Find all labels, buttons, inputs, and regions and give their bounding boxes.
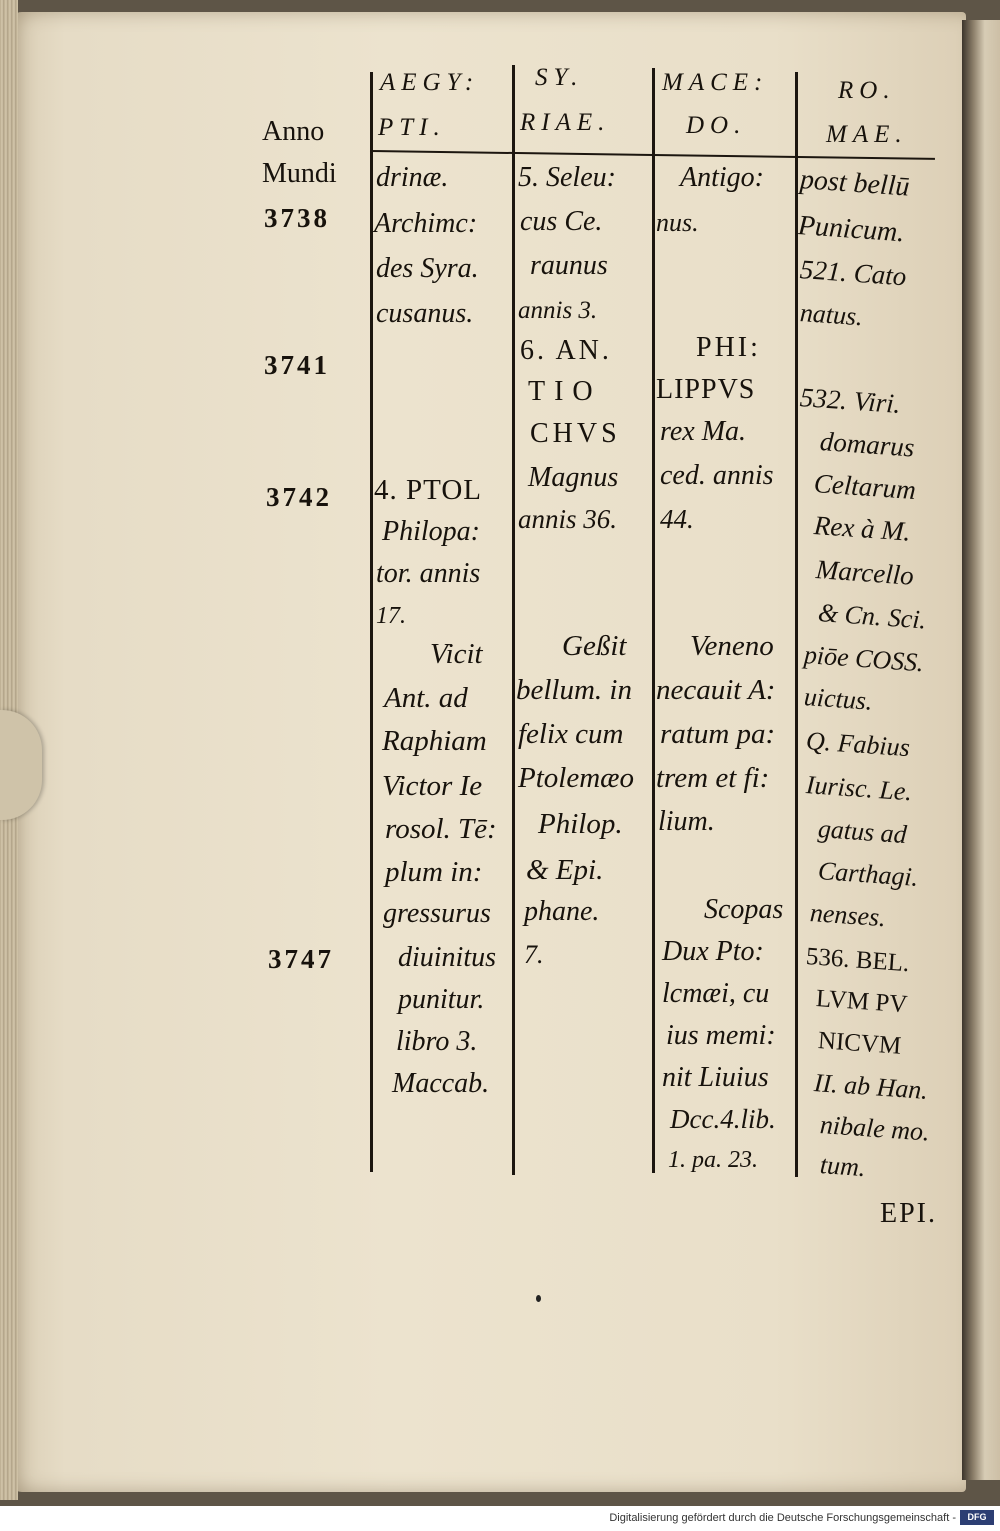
romae-line: natus. bbox=[799, 298, 864, 332]
romae-line: Q. Fabius bbox=[805, 726, 911, 763]
year-3742: 3742 bbox=[266, 482, 332, 512]
aegypti-line: plum in: bbox=[385, 856, 483, 888]
aegypti-line: 17. bbox=[376, 603, 406, 629]
syriae-line: 7. bbox=[524, 940, 544, 969]
aegypti-line: Raphiam bbox=[382, 725, 487, 757]
column-rule-2 bbox=[512, 65, 515, 1175]
column-rule-1 bbox=[370, 72, 373, 1172]
aegypti-line: 4. PTOL bbox=[374, 474, 482, 506]
macedo-line: lcmæi, cu bbox=[662, 978, 770, 1009]
romae-line: Carthagi. bbox=[817, 856, 920, 892]
macedo-line: Veneno bbox=[690, 630, 774, 662]
romae-line: 532. Viri. bbox=[798, 382, 902, 419]
romae-line: tum. bbox=[819, 1150, 867, 1183]
header-macedo-2: DO. bbox=[686, 112, 747, 139]
aegypti-line: Vicit bbox=[430, 638, 483, 670]
year-3741: 3741 bbox=[264, 350, 330, 380]
romae-line: nenses. bbox=[809, 898, 887, 933]
syriae-line: 6. AN. bbox=[520, 335, 612, 366]
syriae-line: annis 36. bbox=[518, 504, 618, 534]
macedo-line: nus. bbox=[656, 208, 699, 237]
year-3747: 3747 bbox=[268, 944, 334, 974]
syriae-line: Philop. bbox=[538, 808, 623, 840]
syriae-line: 5. Seleu: bbox=[518, 162, 616, 193]
macedo-line: Scopas bbox=[704, 894, 784, 925]
syriae-line: & Epi. bbox=[526, 854, 604, 886]
macedo-line: PHI: bbox=[696, 332, 761, 363]
header-romae-2: MAE. bbox=[826, 121, 908, 148]
aegypti-line: Philopa: bbox=[382, 516, 480, 547]
macedo-line: lium. bbox=[658, 806, 715, 837]
header-mundi: Mundi bbox=[262, 158, 337, 189]
romae-line: 521. Cato bbox=[798, 254, 908, 292]
aegypti-line: punitur. bbox=[398, 984, 485, 1015]
aegypti-line: des Syra. bbox=[376, 253, 479, 284]
header-romae-1: RO. bbox=[838, 77, 896, 104]
dfg-logo-icon: DFG bbox=[960, 1510, 994, 1525]
header-macedo-1: MACE: bbox=[662, 69, 769, 96]
aegypti-line: cusanus. bbox=[376, 298, 474, 329]
syriae-line: Geßit bbox=[562, 630, 627, 662]
romae-line: post bellū bbox=[798, 164, 911, 203]
macedo-line: trem et fi: bbox=[656, 762, 770, 794]
aegypti-line: Ant. ad bbox=[384, 682, 468, 714]
macedo-line: 44. bbox=[660, 504, 694, 534]
romae-line: uictus. bbox=[803, 682, 874, 716]
footer-bar bbox=[0, 1506, 1000, 1531]
macedo-line: ius memi: bbox=[666, 1020, 776, 1051]
aegypti-line: diuinitus bbox=[398, 942, 497, 973]
header-anno: Anno bbox=[262, 116, 325, 147]
syriae-line: raunus bbox=[530, 250, 608, 281]
syriae-line: phane. bbox=[524, 896, 600, 927]
header-aegypti-2: PTI. bbox=[378, 114, 446, 141]
macedo-line: LIPPVS bbox=[656, 374, 756, 405]
aegypti-line: Victor Ie bbox=[382, 770, 483, 802]
romae-line: & Cn. Sci. bbox=[817, 598, 928, 635]
macedo-line: Dcc.4.lib. bbox=[670, 1104, 776, 1134]
aegypti-line: Archimc: bbox=[374, 208, 478, 239]
macedo-line: Antigo: bbox=[680, 162, 764, 193]
romae-line: Marcello bbox=[814, 554, 915, 591]
syriae-line: CHVS bbox=[530, 418, 621, 449]
ink-speck bbox=[536, 1295, 541, 1302]
romae-line: Celtarum bbox=[812, 468, 917, 506]
header-aegypti-1: AEGY: bbox=[380, 69, 480, 96]
romae-line: LVM PV bbox=[815, 985, 909, 1019]
aegypti-line: gressurus bbox=[383, 898, 491, 929]
header-syriae-2: RIAE. bbox=[520, 109, 611, 136]
romae-line: II. ab Han. bbox=[813, 1068, 929, 1105]
syriae-line: cus Ce. bbox=[520, 206, 603, 237]
syriae-line: bellum. in bbox=[516, 674, 632, 706]
syriae-line: Magnus bbox=[528, 462, 619, 493]
aegypti-line: Maccab. bbox=[392, 1068, 490, 1099]
footer-credit: Digitalisierung gefördert durch die Deutsche Forschungsgemeinschaft - bbox=[609, 1512, 956, 1524]
syriae-line: Ptolemæo bbox=[518, 762, 634, 794]
column-rule-3 bbox=[652, 68, 655, 1173]
romae-line: piōe COSS. bbox=[803, 640, 925, 678]
romae-line: Punicum. bbox=[796, 210, 906, 249]
romae-line: Rex à M. bbox=[812, 510, 912, 547]
macedo-line: nit Liuius bbox=[662, 1062, 769, 1093]
macedo-line: rex Ma. bbox=[660, 416, 747, 447]
romae-line: Iurisc. Le. bbox=[805, 770, 913, 807]
macedo-line: 1. pa. 23. bbox=[668, 1147, 758, 1173]
aegypti-line: tor. annis bbox=[376, 558, 481, 589]
macedo-line: necauit A: bbox=[656, 674, 776, 706]
romae-line: 536. BEL. bbox=[805, 943, 911, 978]
aegypti-line: libro 3. bbox=[396, 1026, 478, 1057]
romae-line: domarus bbox=[818, 426, 916, 463]
macedo-line: Dux Pto: bbox=[662, 936, 764, 967]
macedo-line: ratum pa: bbox=[660, 718, 776, 750]
next-page-edge bbox=[962, 20, 1000, 1480]
romae-line: nibale mo. bbox=[819, 1110, 931, 1147]
macedo-line: ced. annis bbox=[660, 460, 774, 491]
year-3738: 3738 bbox=[264, 203, 330, 233]
romae-line: NICVM bbox=[817, 1027, 903, 1060]
syriae-line: TIO bbox=[528, 376, 602, 407]
aegypti-line: rosol. Tē: bbox=[385, 813, 497, 845]
syriae-line: felix cum bbox=[518, 718, 624, 750]
header-syriae-1: SY. bbox=[535, 64, 584, 91]
syriae-line: annis 3. bbox=[518, 297, 598, 324]
aegypti-line: drinæ. bbox=[376, 162, 449, 193]
romae-line: gatus ad bbox=[817, 814, 908, 850]
catchword: EPI. bbox=[880, 1198, 937, 1229]
